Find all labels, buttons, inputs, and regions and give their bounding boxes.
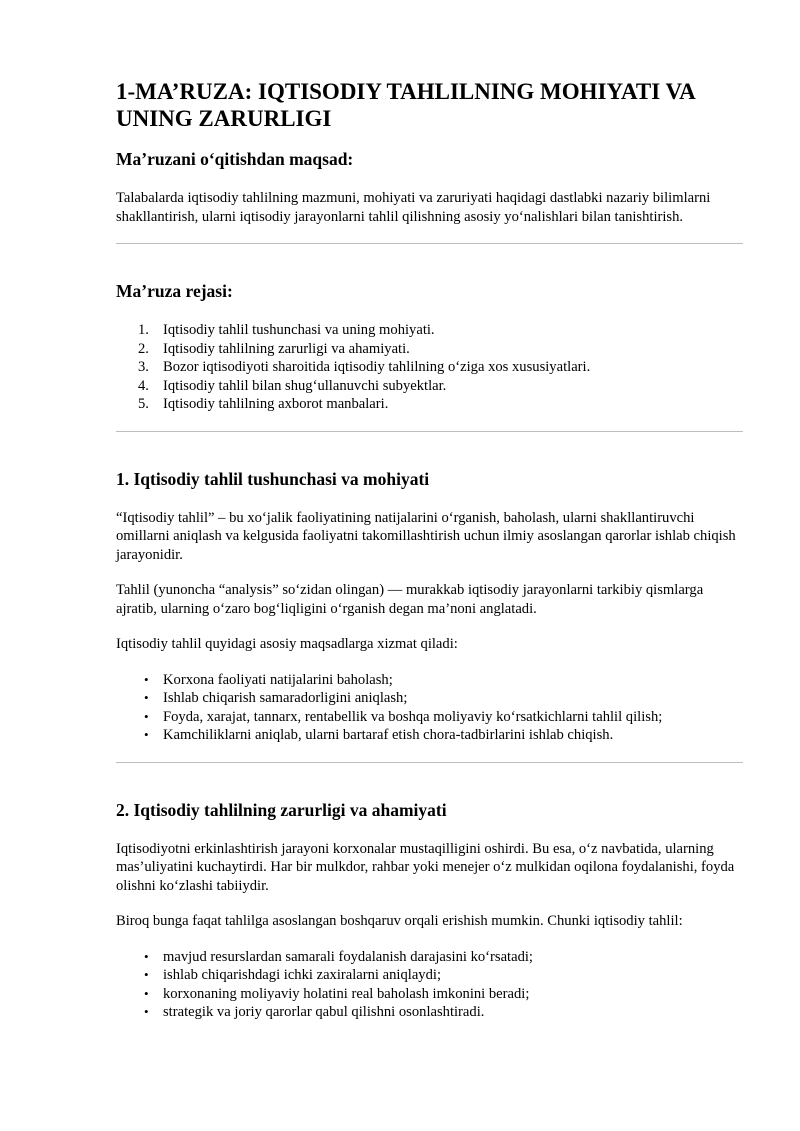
section1-heading: 1. Iqtisodiy tahlil tushunchasi va mohiyati [116,468,430,489]
divider [116,431,743,432]
bullet-icon: • [144,690,149,705]
list-item-text: ishlab chiqarishdagi ichki zaxiralarni aniqlaydi; [163,967,442,983]
list-number: 3. [138,359,149,375]
list-item [116,321,746,340]
list-item-text: Iqtisodiy tahlilning zarurligi va ahamiyati. [163,340,410,357]
page-title: 1-MA’RUZA: IQTISODIY TAHLILNING MOHIYATI VA UNING ZARURLIGI [116,79,695,131]
section1-paragraph-2: Tahlil (yunoncha “analysis” so‘zidan olingan) — murakkab iqtisodiy jarayonlarni tarkibiy qismlarga ajratib, ularning o‘zaro bog‘liqligini o‘rganish degan ma’noni anglatadi. [116,582,704,617]
section2-heading: 2. Iqtisodiy tahlilning zarurligi va ahamiyati [116,799,447,820]
bullet-icon: • [144,1004,149,1019]
plan-heading: Ma’ruza rejasi: [116,281,233,301]
list-item [116,395,746,414]
list-item-text: Iqtisodiy tahlil tushunchasi va uning mohiyati. [163,322,435,338]
list-item-text: Korxona faoliyati natijalarini baholash; [163,671,393,688]
list-number: 1. [138,322,149,338]
list-number: 2. [138,340,149,357]
divider [116,762,743,763]
list-item-text: Foyda, xarajat, tannarx, rentabellik va boshqa moliyaviy ko‘rsatkichlarni tahlil qilish; [163,708,663,725]
list-item-text: strategik va joriy qarorlar qabul qilishni osonlashtiradi. [163,1004,485,1020]
list-item [116,985,746,1004]
goal-text: Talabalarda iqtisodiy tahlilning mazmuni, mohiyati va zaruriyati haqidagi dastlabki nazariy bilimlarni shakllantirish, ularni iqtisodiy jarayonlarni tahlil qilishning asosiy yo‘nalishlari bilan tanishtirish. [116,190,711,225]
section1-paragraph-3: Iqtisodiy tahlil quyidagi asosiy maqsadlarga xizmat qiladi: [116,636,458,652]
list-item-text: Bozor iqtisodiyoti sharoitida iqtisodiy tahlilning o‘ziga xos xususiyatlari. [163,359,591,375]
bullet-icon: • [144,671,149,687]
section2-paragraph-2: Biroq bunga faqat tahlilga asoslangan boshqaruv orqali erishish mumkin. Chunki iqtisodiy tahlil: [116,913,683,929]
list-item [116,689,746,708]
list-item [116,726,746,745]
list-number: 5. [138,396,149,412]
divider [116,243,743,244]
list-item-text: korxonaning moliyaviy holatini real baholash imkonini beradi; [163,985,530,1002]
goal-heading: Ma’ruzani o‘qitishdan maqsad: [116,149,354,169]
list-item-text: Kamchiliklarni aniqlab, ularni bartaraf etish chora-tadbirlarini ishlab chiqish. [163,727,614,743]
document-page [116,78,746,1022]
list-number: 4. [138,377,149,394]
bullet-icon: • [144,708,149,724]
section2-paragraph-1: Iqtisodiyotni erkinlashtirish jarayoni korxonalar mustaqilligini oshirdi. Bu esa, o‘z navbatida, ularning mas’uliyatini kuchaytirdi. Har bir mulkdor, rahbar yoki menejer o‘z mulkidan oqilona foydalanishi, foyda olishni ko‘zlashi tabiiydir. [116,840,735,894]
list-item [116,340,746,359]
list-item-text: Iqtisodiy tahlil bilan shug‘ullanuvchi subyektlar. [163,377,447,394]
list-item [116,1003,746,1022]
bullet-icon: • [144,948,149,964]
section1-paragraph-1: “Iqtisodiy tahlil” – bu xo‘jalik faoliyatining natijalarini o‘rganish, baholash, ularni shakllantiruvchi omillarni aniqlash va kelgusida faoliyatni takomillashtirish uchun ilmiy asoslangan qarorlar ishlab chiqish jarayonidir. [116,509,736,563]
bullet-icon: • [144,967,149,982]
list-item [116,966,746,985]
list-item [116,377,746,396]
section2-bullet-list [116,948,746,1022]
list-item-text: Iqtisodiy tahlilning axborot manbalari. [163,396,389,412]
list-item [116,671,746,690]
list-item-text: mavjud resurslardan samarali foydalanish darajasini ko‘rsatadi; [163,948,533,965]
bullet-icon: • [144,727,149,742]
section1-bullet-list [116,671,746,745]
list-item-text: Ishlab chiqarish samaradorligini aniqlash; [163,690,408,706]
plan-list [116,321,746,414]
list-item [116,358,746,377]
list-item [116,708,746,727]
bullet-icon: • [144,985,149,1001]
list-item [116,948,746,967]
